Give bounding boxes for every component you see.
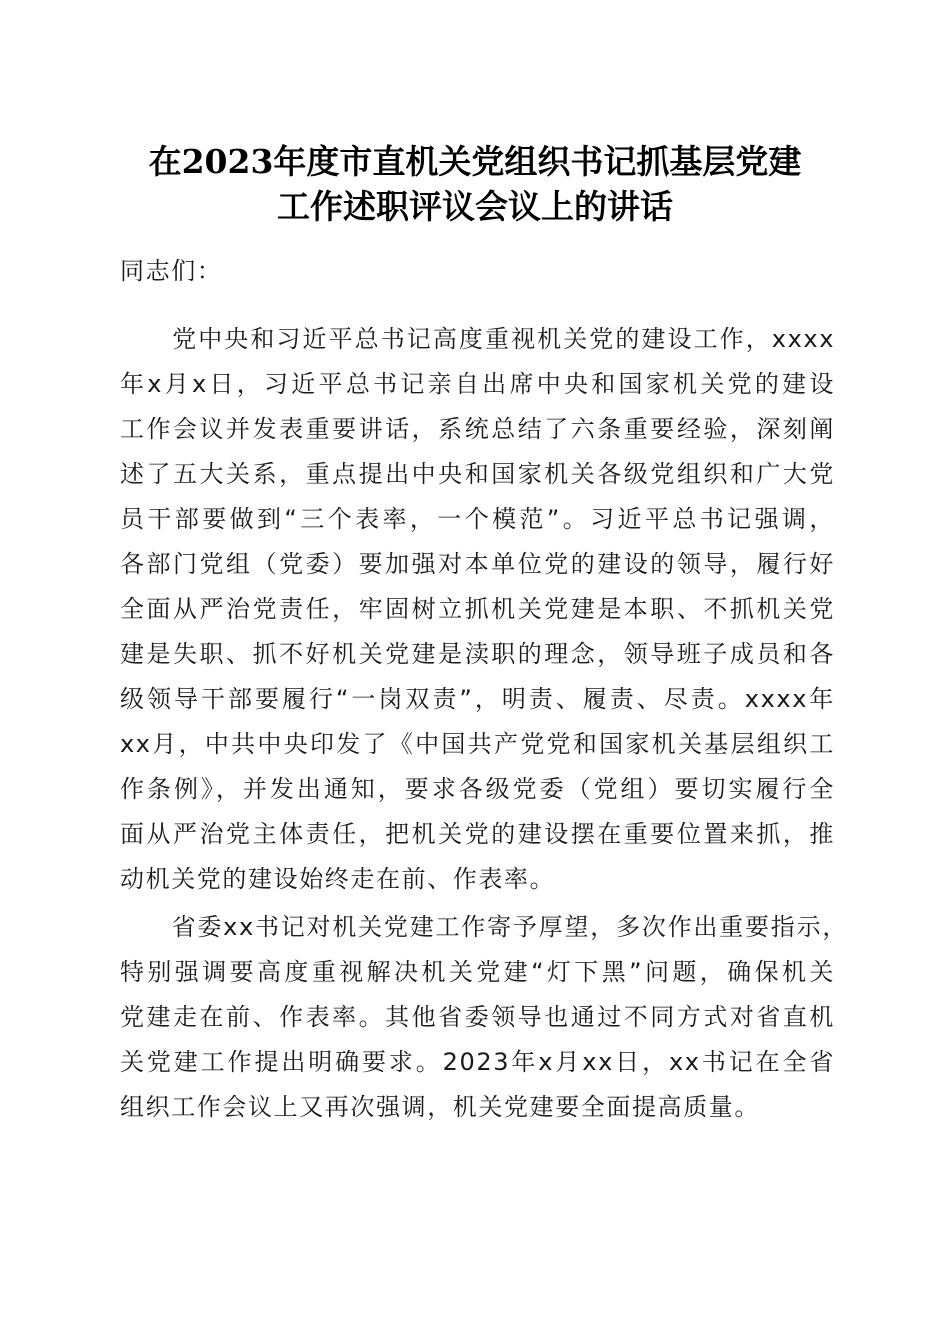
paragraph-line: 工作会议并发表重要讲话，系统总结了六条重要经验，深刻阐 bbox=[120, 415, 835, 443]
paragraph-line: 组织工作会议上又再次强调，机关党建要全面提高质量。 bbox=[120, 1093, 760, 1121]
paragraph-line: 作条例》，并发出通知，要求各级党委（党组）要切实履行全 bbox=[120, 775, 835, 803]
paragraph-line: 动机关党的建设始终走在前、作表率。 bbox=[120, 865, 556, 893]
paragraph-line: 党建走在前、作表率。其他省委领导也通过不同方式对省直机 bbox=[120, 1003, 835, 1031]
paragraph-line: 级领导干部要履行“一岗双责”，明责、履责、尽责。xxxx年 bbox=[120, 685, 835, 713]
paragraph-line: 关党建工作提出明确要求。2023年x月xx日，xx书记在全省 bbox=[120, 1048, 835, 1076]
paragraph-line: 面从严治党主体责任，把机关党的建设摆在重要位置来抓，推 bbox=[120, 820, 835, 848]
paragraph-line: 建是失职、抓不好机关党建是渎职的理念，领导班子成员和各 bbox=[120, 640, 835, 668]
paragraph-line: xx月，中共中央印发了《中国共产党党和国家机关基层组织工 bbox=[120, 730, 835, 758]
paragraph-line: 党中央和习近平总书记高度重视机关党的建设工作，xxxx bbox=[120, 325, 835, 353]
paragraph-line: 特别强调要高度重视解决机关党建“灯下黑”问题，确保机关 bbox=[120, 958, 835, 986]
salutation: 同志们： bbox=[120, 257, 223, 285]
paragraph-line: 各部门党组（党委）要加强对本单位党的建设的领导，履行好 bbox=[120, 550, 835, 578]
paragraph-line: 全面从严治党责任，牢固树立抓机关党建是本职、不抓机关党 bbox=[120, 595, 835, 623]
paragraph-line: 述了五大关系，重点提出中央和国家机关各级党组织和广大党 bbox=[120, 460, 835, 488]
paragraph-line: 员干部要做到“三个表率，一个模范”。习近平总书记强调， bbox=[120, 505, 835, 533]
paragraph-line: 年x月x日，习近平总书记亲自出席中央和国家机关党的建设 bbox=[120, 370, 835, 398]
document-title-line-2: 工作述职评议会议上的讲话 bbox=[277, 187, 673, 226]
paragraph-line: 省委xx书记对机关党建工作寄予厚望，多次作出重要指示， bbox=[120, 913, 848, 941]
document-title-line-1: 在2023年度市直机关党组织书记抓基层党建 bbox=[148, 142, 802, 181]
